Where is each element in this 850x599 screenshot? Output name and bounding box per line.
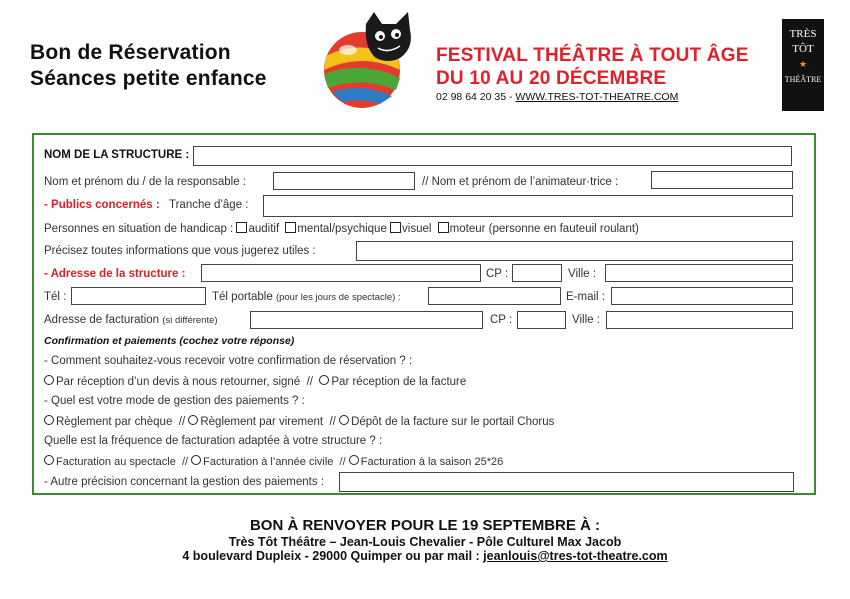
radio-spectacle[interactable]: [44, 455, 54, 465]
question-4: - Autre précision concernant la gestion des paiements :: [44, 476, 324, 488]
cp2-label: CP :: [490, 314, 513, 326]
tranche-age-field[interactable]: [263, 195, 793, 217]
option-auditif: auditif: [248, 223, 280, 235]
festival-name: FESTIVAL THÉÂTRE À TOUT ÂGE: [436, 45, 749, 66]
q1-option-2: Par réception de la facture: [331, 376, 467, 388]
logo-line-1: TRÈS: [789, 28, 817, 40]
phone-number: 02 98 64 20 35 -: [436, 91, 513, 103]
star-icon: ★: [798, 59, 808, 69]
infos-label: Précisez toutes informations que vous jugerez utiles :: [44, 245, 316, 257]
option-moteur: moteur (personne en fauteuil roulant): [449, 223, 639, 235]
tel-field[interactable]: [71, 287, 206, 305]
facturation-text: Adresse de facturation: [44, 314, 160, 326]
animateur-field[interactable]: [651, 171, 793, 189]
website-link[interactable]: WWW.TRES-TOT-THEATRE.COM: [515, 91, 679, 103]
form-title: [30, 40, 267, 92]
question-3: Quelle est la fréquence de facturation adaptée à votre structure ? :: [44, 435, 383, 447]
tel-portable-note: (pour les jours de spectacle) :: [275, 292, 401, 303]
q1-options: [44, 375, 466, 388]
option-visuel: visuel: [402, 223, 432, 235]
return-address-text: 4 boulevard Dupleix - 29000 Quimper ou par mail :: [182, 549, 480, 563]
separator: //: [181, 456, 189, 468]
q2-options: [44, 415, 554, 428]
return-deadline: BON À RENVOYER POUR LE 19 SEPTEMBRE À :: [249, 517, 601, 534]
radio-cheque[interactable]: [44, 415, 54, 425]
q2-option-3: Dépôt de la facture sur le portail Chorus: [351, 416, 555, 428]
radio-chorus[interactable]: [339, 415, 349, 425]
ville2-label: Ville :: [572, 314, 600, 326]
facturation-label: [44, 314, 218, 326]
logo: [782, 19, 824, 111]
festival-heading: [436, 44, 749, 90]
handicap-label-text: Personnes en situation de handicap :: [44, 223, 234, 235]
q2-option-2: Règlement par virement: [200, 416, 324, 428]
title-line-1: Bon de Réservation: [30, 41, 231, 64]
tel-portable-field[interactable]: [428, 287, 561, 305]
structure-name-label: NOM DE LA STRUCTURE :: [44, 149, 190, 161]
checkbox-auditif[interactable]: [236, 222, 247, 233]
q3-options: [44, 455, 503, 468]
return-contact: Très Tôt Théâtre – Jean-Louis Chevalier - Pôle Culturel Max Jacob: [228, 535, 622, 549]
adresse-label: - Adresse de la structure :: [44, 268, 186, 280]
title-line-2: Séances petite enfance: [30, 67, 267, 90]
autre-precision-field[interactable]: [339, 472, 794, 492]
separator: //: [339, 456, 346, 468]
facturation-field[interactable]: [250, 311, 483, 329]
return-address: [0, 549, 850, 563]
responsable-label: Nom et prénom du / de la responsable :: [44, 176, 247, 188]
q3-option-3: Facturation à la saison 25*26: [360, 456, 504, 468]
structure-name-field[interactable]: [193, 146, 792, 166]
separator: //: [329, 416, 336, 428]
tranche-label: Tranche d’âge :: [169, 199, 249, 211]
tel-portable-label: [212, 291, 401, 303]
checkbox-moteur[interactable]: [438, 222, 449, 233]
q3-option-2: Facturation à l’année civile: [203, 456, 334, 468]
logo-line-2: TÔT: [792, 43, 814, 55]
radio-annee-civile[interactable]: [191, 455, 201, 465]
cp-label: CP :: [486, 268, 509, 280]
handicap-label: [44, 222, 639, 235]
animateur-label: // Nom et prénom de l’animateur·trice :: [422, 176, 619, 188]
separator: //: [178, 416, 186, 428]
mascot-illustration: [318, 8, 418, 112]
cp-field[interactable]: [512, 264, 562, 282]
q3-option-1: Facturation au spectacle: [56, 456, 176, 468]
email-label: E-mail :: [566, 291, 605, 303]
facturation-note: (si différente): [162, 315, 218, 326]
radio-facture[interactable]: [319, 375, 329, 385]
separator: //: [306, 376, 313, 388]
contact-line: [436, 91, 678, 103]
radio-devis[interactable]: [44, 375, 54, 385]
question-2: - Quel est votre mode de gestion des paiements ? :: [44, 395, 305, 407]
tel-portable-text: Tél portable: [212, 291, 273, 303]
logo-line-3: THÉÂTRE: [784, 75, 822, 84]
responsable-field[interactable]: [273, 172, 415, 190]
option-mental: mental/psychique: [297, 223, 387, 235]
infos-field[interactable]: [356, 241, 793, 261]
ville-field[interactable]: [605, 264, 793, 282]
checkbox-mental[interactable]: [285, 222, 296, 233]
ville2-field[interactable]: [606, 311, 793, 329]
radio-virement[interactable]: [188, 415, 198, 425]
ville-label: Ville :: [568, 268, 596, 280]
adresse-field[interactable]: [201, 264, 481, 282]
checkbox-visuel[interactable]: [390, 222, 401, 233]
return-email-link[interactable]: jeanlouis@tres-tot-theatre.com: [483, 549, 668, 563]
email-field[interactable]: [611, 287, 793, 305]
publics-label: - Publics concernés :: [44, 199, 160, 211]
cp2-field[interactable]: [517, 311, 566, 329]
section-title: Confirmation et paiements (cochez votre réponse): [44, 335, 295, 347]
q2-option-1: Règlement par chèque: [56, 416, 173, 428]
radio-saison[interactable]: [349, 455, 359, 465]
tel-label: Tél :: [44, 291, 67, 303]
question-1: - Comment souhaitez-vous recevoir votre confirmation de réservation ? :: [44, 355, 413, 367]
q1-option-1: Par réception d’un devis à nous retourner, signé: [56, 376, 301, 388]
festival-dates: DU 10 AU 20 DÉCEMBRE: [436, 68, 667, 89]
